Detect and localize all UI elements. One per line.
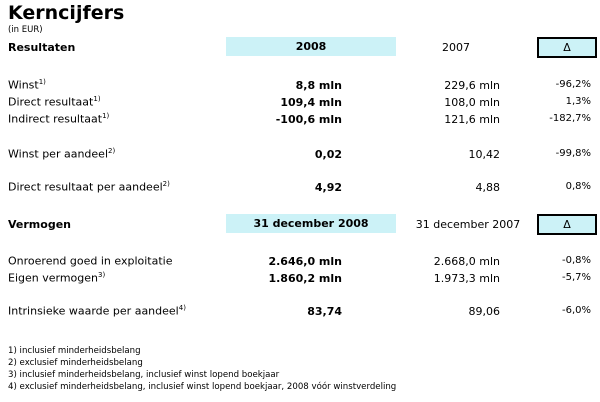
row-current: 2.646,0 mln bbox=[268, 255, 342, 268]
row-delta: -96,2% bbox=[555, 79, 591, 90]
footnote: 3) inclusief minderheidsbelang, inclusief winst lopend boekjaar bbox=[8, 370, 280, 380]
row-delta: -6,0% bbox=[561, 305, 591, 316]
capital-col-prior: 31 december 2007 bbox=[415, 218, 521, 231]
row-label: Direct resultaat$^{1)}$ bbox=[8, 95, 101, 109]
capital-section-heading: Vermogen bbox=[8, 218, 71, 231]
footnote: 4) exclusief minderheidsbelang, inclusief winst lopend boekjaar, 2008 vóór winstverdeling bbox=[8, 382, 397, 392]
row-delta: -99,8% bbox=[555, 148, 591, 159]
row-delta: -5,7% bbox=[561, 272, 591, 283]
results-col-prior: 2007 bbox=[442, 41, 470, 54]
row-label: Indirect resultaat$^{1)}$ bbox=[8, 112, 110, 126]
results-col-current: 2008 bbox=[226, 37, 396, 56]
row-prior: 1.973,3 mln bbox=[433, 272, 500, 285]
row-prior: 10,42 bbox=[468, 148, 500, 161]
row-current: 109,4 mln bbox=[280, 96, 342, 109]
page-title: Kerncijfers bbox=[8, 2, 125, 24]
row-label: Direct resultaat per aandeel$^{2)}$ bbox=[8, 180, 170, 194]
footnote: 1) inclusief minderheidsbelang bbox=[8, 346, 141, 356]
row-delta: 0,8% bbox=[565, 181, 591, 192]
capital-col-delta: Δ bbox=[537, 214, 597, 235]
row-current: 83,74 bbox=[307, 305, 342, 318]
row-label: Onroerend goed in exploitatie bbox=[8, 254, 173, 268]
row-current: 4,92 bbox=[314, 181, 342, 194]
results-col-delta: Δ bbox=[537, 37, 597, 58]
row-prior: 121,6 mln bbox=[444, 113, 500, 126]
row-prior: 108,0 mln bbox=[444, 96, 500, 109]
row-prior: 89,06 bbox=[468, 305, 500, 318]
row-delta: 1,3% bbox=[565, 96, 591, 107]
row-current: 1.860,2 mln bbox=[268, 272, 342, 285]
row-delta: -182,7% bbox=[549, 113, 591, 124]
row-current: 8,8 mln bbox=[295, 79, 342, 92]
row-label: Winst per aandeel$^{2)}$ bbox=[8, 147, 116, 161]
row-prior: 4,88 bbox=[475, 181, 500, 194]
row-prior: 229,6 mln bbox=[444, 79, 500, 92]
row-current: -100,6 mln bbox=[275, 113, 342, 126]
row-delta: -0,8% bbox=[561, 255, 591, 266]
row-label: Winst$^{1)}$ bbox=[8, 78, 46, 92]
footnote: 2) exclusief minderheidsbelang bbox=[8, 358, 143, 368]
row-current: 0,02 bbox=[314, 148, 342, 161]
row-prior: 2.668,0 mln bbox=[433, 255, 500, 268]
results-section-heading: Resultaten bbox=[8, 41, 76, 54]
row-label: Eigen vermogen$^{3)}$ bbox=[8, 271, 106, 285]
row-label: Intrinsieke waarde per aandeel$^{4)}$ bbox=[8, 304, 186, 318]
capital-col-current: 31 december 2008 bbox=[226, 214, 396, 233]
currency-note: (in EUR) bbox=[8, 25, 43, 35]
